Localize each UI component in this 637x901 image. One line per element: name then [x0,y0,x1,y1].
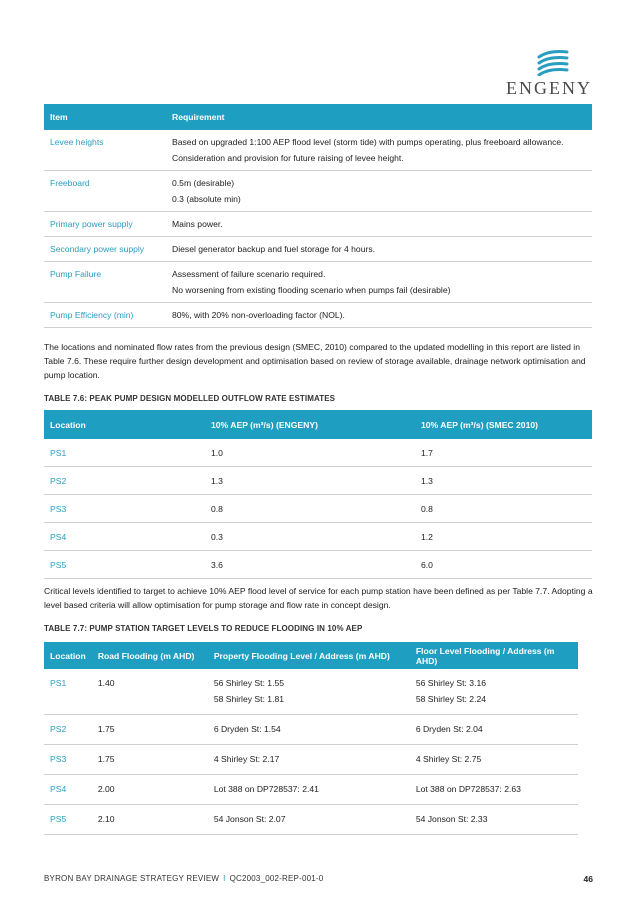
table-row [44,551,592,579]
column-header: Location [44,410,205,439]
requirement-cell [166,130,592,171]
table-row [44,212,592,237]
floor-line: 58 Shirley St: 2.24 [415,694,487,704]
item-cell: Primary power supply [44,212,166,237]
location-cell: PS5 [44,551,205,579]
body-paragraph: The locations and nominated flow rates from the previous design (SMEC, 2010) compared to the updated modelling in this report are listed in Table 7.6. These require further design development and optimisation based on review of storage available, drainage network optimisation and pump location. [44,342,586,380]
table-row [44,523,592,551]
location-cell: PS4 [44,523,205,551]
table-row [44,495,592,523]
smec-rate-cell: 1.3 [415,467,592,495]
road-flooding-cell: 1.75 [92,715,208,745]
floor-line: 56 Shirley St: 3.16 [415,678,487,688]
footer-title: BYRON BAY DRAINAGE STRATEGY REVIEW [44,874,220,883]
table-row [44,745,578,775]
column-header: Requirement [166,104,592,130]
location-cell: PS1 [44,669,92,715]
requirement-line: Mains power. [172,219,223,229]
requirement-cell [166,237,592,262]
property-flooding-cell [208,775,410,805]
table-row [44,262,592,303]
requirement-line: Diesel generator backup and fuel storage for 4 hours. [172,244,376,254]
location-cell: PS2 [44,715,92,745]
property-line: 54 Jonson St: 2.07 [213,814,286,824]
floor-line: 4 Shirley St: 2.75 [415,754,482,764]
property-line: Lot 388 on DP728537: 2.41 [213,784,319,794]
engeny-logo [505,50,595,99]
footer-doc-ref: QC2003_002-REP-001-0 [229,874,324,883]
engeny-rate-cell: 0.8 [205,495,415,523]
floor-flooding-cell [410,805,578,835]
target-levels-table [44,642,578,835]
location-cell: PS3 [44,745,92,775]
floor-flooding-cell [410,745,578,775]
location-cell: PS2 [44,467,205,495]
requirements-table [44,104,592,328]
outflow-rate-table [44,410,592,579]
table-row [44,130,592,171]
requirement-line: No worsening from existing flooding scenario when pumps fail (desirable) [172,285,451,295]
logo-wordmark: ENGENY [506,78,592,98]
location-cell: PS4 [44,775,92,805]
requirement-line: Consideration and provision for future raising of levee height. [172,153,404,163]
footer [44,874,323,883]
floor-flooding-cell [410,775,578,805]
table-caption: TABLE 7.7: PUMP STATION TARGET LEVELS TO REDUCE FLOODING IN 10% AEP [44,624,363,633]
property-flooding-cell [208,669,410,715]
floor-flooding-cell [410,715,578,745]
item-cell: Levee heights [44,130,166,171]
engeny-rate-cell: 3.6 [205,551,415,579]
table-row [44,467,592,495]
column-header: Floor Level Flooding / Address (m AHD) [410,642,578,669]
item-cell: Secondary power supply [44,237,166,262]
requirement-line: Based on upgraded 1:100 AEP flood level (storm tide) with pumps operating, plus freeboard allowance. [172,137,564,147]
location-cell: PS5 [44,805,92,835]
column-header: Road Flooding (m AHD) [92,642,208,669]
table-row [44,805,578,835]
road-flooding-cell: 2.10 [92,805,208,835]
property-line: 4 Shirley St: 2.17 [213,754,280,764]
footer-separator: I [223,874,226,883]
road-flooding-cell: 2.00 [92,775,208,805]
floor-line: Lot 388 on DP728537: 2.63 [415,784,521,794]
item-cell: Pump Failure [44,262,166,303]
property-flooding-cell [208,805,410,835]
property-line: 56 Shirley St: 1.55 [213,678,285,688]
property-line: 6 Dryden St: 1.54 [213,724,281,734]
floor-line: 54 Jonson St: 2.33 [415,814,488,824]
smec-rate-cell: 0.8 [415,495,592,523]
table-row [44,237,592,262]
requirement-line: Assessment of failure scenario required. [172,269,326,279]
column-header: 10% AEP (m³/s) (ENGENY) [205,410,415,439]
requirement-cell [166,212,592,237]
engeny-rate-cell: 0.3 [205,523,415,551]
table-caption: TABLE 7.6: PEAK PUMP DESIGN MODELLED OUTFLOW RATE ESTIMATES [44,394,336,403]
table-row [44,715,578,745]
item-cell: Pump Efficiency (min) [44,303,166,328]
smec-rate-cell: 6.0 [415,551,592,579]
requirement-cell [166,262,592,303]
body-paragraph: Critical levels identified to target to achieve 10% AEP flood level of service for each pump station have been defined as per Table 7.7. Adopting a level based criteria will allow optimisation for pump storage and flow rate in concept design. [44,586,593,610]
table-row [44,439,592,467]
location-cell: PS1 [44,439,205,467]
property-flooding-cell [208,715,410,745]
engeny-rate-cell: 1.3 [205,467,415,495]
property-flooding-cell [208,745,410,775]
table-row [44,303,592,328]
table-row [44,669,578,715]
column-header: Item [44,104,166,130]
requirement-line: 80%, with 20% non-overloading factor (NOL). [172,310,345,320]
engeny-rate-cell: 1.0 [205,439,415,467]
requirement-line: 0.5m (desirable) [172,178,235,188]
table-row [44,775,578,805]
smec-rate-cell: 1.7 [415,439,592,467]
floor-flooding-cell [410,669,578,715]
requirement-cell [166,303,592,328]
road-flooding-cell: 1.40 [92,669,208,715]
column-header: Location [44,642,92,669]
table-row [44,171,592,212]
requirement-cell [166,171,592,212]
item-cell: Freeboard [44,171,166,212]
location-cell: PS3 [44,495,205,523]
road-flooding-cell: 1.75 [92,745,208,775]
smec-rate-cell: 1.2 [415,523,592,551]
floor-line: 6 Dryden St: 2.04 [415,724,483,734]
column-header: 10% AEP (m³/s) (SMEC 2010) [415,410,592,439]
property-line: 58 Shirley St: 1.81 [213,694,285,704]
page-number: 46 [583,874,593,884]
requirement-line: 0.3 (absolute min) [172,194,241,204]
column-header: Property Flooding Level / Address (m AHD) [208,642,410,669]
engeny-wave-icon [537,50,569,76]
